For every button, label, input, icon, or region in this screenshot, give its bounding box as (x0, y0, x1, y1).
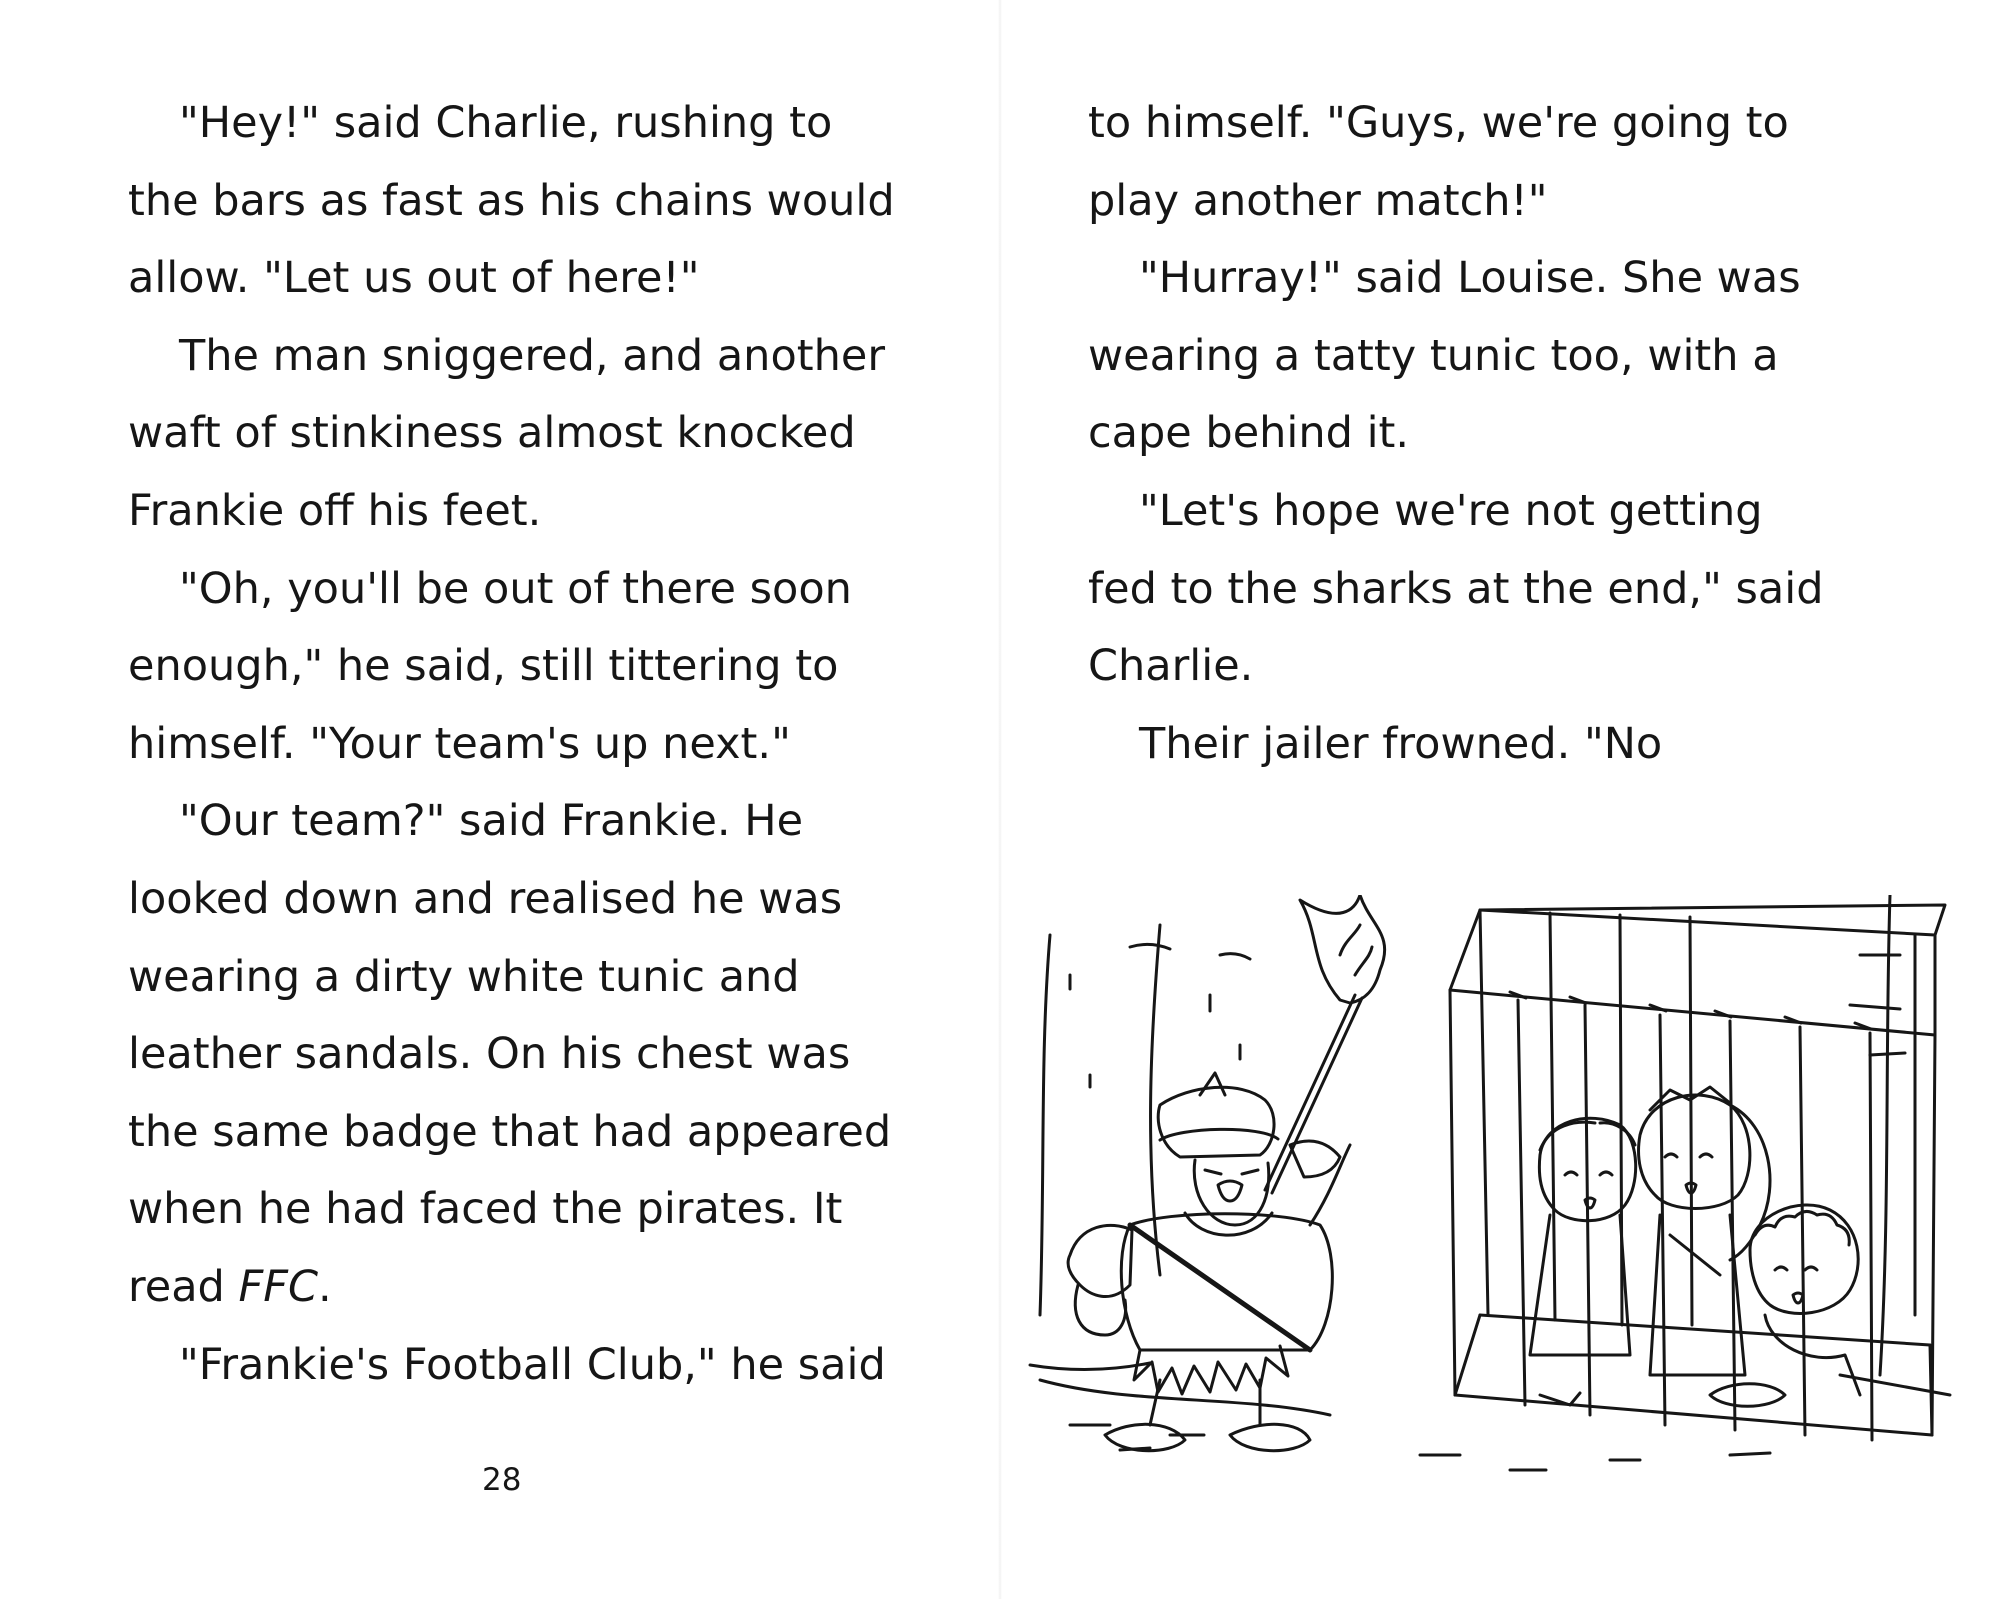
cage (1450, 905, 1945, 1440)
cage-scene-illustration (1010, 895, 1960, 1500)
text-line: waft of stinkiness almost knocked (128, 408, 856, 459)
right-page-text (1088, 85, 1848, 783)
text-line: wearing a tatty tunic too, with a (1088, 330, 1779, 381)
text-line: play another match!" (1088, 175, 1548, 226)
text-line (128, 1249, 888, 1327)
text-line: looked down and realised he was (128, 873, 843, 924)
left-page-text (128, 85, 895, 1404)
text-line: The man sniggered, and another (179, 330, 885, 381)
text-line: "Hey!" said Charlie, rushing to (179, 98, 833, 148)
text-line: Frankie off his feet. (128, 485, 542, 536)
text-line: cape behind it. (1088, 408, 1410, 459)
text-line: "Oh, you'll be out of there soon (179, 563, 852, 614)
text-line: himself. "Your team's up next." (128, 718, 791, 769)
text-line: the bars as fast as his chains would (128, 175, 895, 226)
text-line: "Our team?" said Frankie. He (179, 796, 804, 847)
text-line: fed to the sharks at the end," said (1088, 563, 1824, 614)
page-number: 28 (482, 1462, 522, 1498)
badge-initials: FFC (238, 1261, 319, 1312)
text-line: to himself. "Guys, we're going to (1088, 98, 1789, 148)
text-line: enough," he said, still tittering to (128, 641, 839, 692)
text-line: allow. "Let us out of here!" (128, 253, 700, 304)
ground-lines (1040, 1375, 1950, 1470)
text-line: Their jailer frowned. "No (1139, 718, 1663, 769)
text-line: Charlie. (1088, 641, 1254, 692)
text-line-end: . (318, 1261, 332, 1312)
text-line: "Frankie's Football Club," he said (179, 1339, 886, 1390)
text-line: "Hurray!" said Louise. She was (1139, 253, 1801, 304)
text-line-start: read (128, 1261, 239, 1312)
text-line: "Let's hope we're not getting (1139, 485, 1763, 536)
text-line: leather sandals. On his chest was (128, 1029, 851, 1080)
text-line: the same badge that had appeared (128, 1106, 892, 1157)
text-line: wearing a dirty white tunic and (128, 951, 800, 1002)
text-line: when he had faced the pirates. It (128, 1184, 843, 1235)
torch-icon (1265, 895, 1385, 1193)
